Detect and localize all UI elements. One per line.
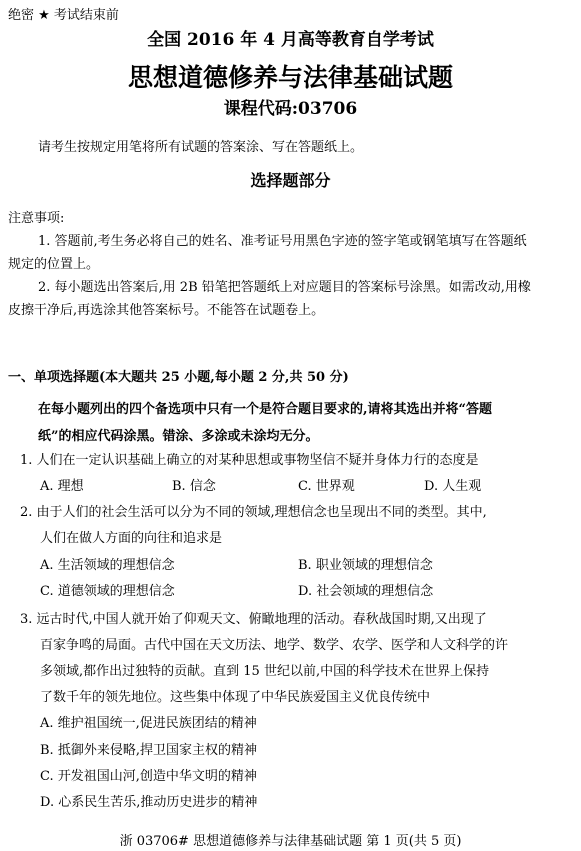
question-3-line3: 多领域,都作出过独特的贡献。直到 15 世纪以前,中国的科学技术在世界上保持 (40, 664, 490, 679)
note-item-2-line1: 2. 每小题选出答案后,用 2B 铅笔把答题纸上对应题目的答案标号涂黑。如需改动,用橡 (38, 280, 531, 295)
question-3-line1: 3. 远古时代,中国人就开始了仰观天文、俯瞰地理的活动。春秋战国时期,又出现了 (20, 612, 487, 627)
question-2-line2: 人们在做人方面的向往和追求是 (40, 531, 223, 546)
question-3-option-c: C. 开发祖国山河,创造中华文明的精神 (40, 769, 257, 784)
question-1-option-d: D. 人生观 (424, 479, 482, 494)
note-item-1-line2: 规定的位置上。 (8, 257, 100, 272)
question-3-option-a: A. 维护祖国统一,促进民族团结的精神 (40, 716, 257, 731)
question-1-option-a: A. 理想 (40, 479, 84, 494)
question-2-line1: 2. 由于人们的社会生活可以分为不同的领域,理想信念也呈现出不同的类型。其中, (20, 505, 487, 520)
confidential-label: 绝密 ★ 考试结束前 (8, 8, 119, 23)
question-3-option-d: D. 心系民生苦乐,推动历史进步的精神 (40, 795, 258, 810)
question-2-option-c: C. 道德领域的理想信念 (40, 584, 175, 599)
part1-heading: 一、单项选择题(本大题共 25 小题,每小题 2 分,共 50 分) (8, 370, 349, 385)
part1-desc-line2: 纸”的相应代码涂黑。错涂、多涂或未涂均无分。 (38, 429, 319, 444)
question-3-line4: 了数千年的领先地位。这些集中体现了中华民族爱国主义优良传统中 (40, 690, 431, 705)
question-2-option-d: D. 社会领域的理想信念 (298, 584, 434, 599)
notes-title: 注意事项: (8, 211, 65, 226)
note-item-2-line2: 皮擦干净后,再选涂其他答案标号。不能答在试题卷上。 (8, 303, 325, 318)
question-1-option-c: C. 世界观 (298, 479, 355, 494)
question-3-option-b: B. 抵御外来侵略,捍卫国家主权的精神 (40, 743, 257, 758)
section-heading: 选择题部分 (250, 171, 331, 190)
exam-line: 全国 2016 年 4 月高等教育自学考试 (147, 30, 434, 50)
part1-desc-line1: 在每小题列出的四个备选项中只有一个是符合题目要求的,请将其选出并将“答题 (38, 402, 493, 417)
question-2-option-b: B. 职业领域的理想信念 (298, 558, 433, 573)
question-1-text: 1. 人们在一定认识基础上确立的对某种思想或事物坚信不疑并身体力行的态度是 (20, 453, 479, 468)
instruction-text: 请考生按规定用笔将所有试题的答案涂、写在答题纸上。 (38, 140, 364, 155)
question-2-option-a: A. 生活领域的理想信念 (40, 558, 175, 573)
course-code: 课程代码:03706 (223, 99, 358, 119)
page-footer: 浙 03706# 思想道德修养与法律基础试题 第 1 页(共 5 页) (119, 834, 462, 849)
note-item-1-line1: 1. 答题前,考生务必将自己的姓名、准考证号用黑色字迹的签字笔或钢笔填写在答题纸 (38, 234, 527, 249)
question-3-line2: 百家争鸣的局面。古代中国在天文历法、地学、数学、农学、医学和人文科学的许 (40, 638, 509, 653)
page-title: 思想道德修养与法律基础试题 (127, 63, 453, 92)
question-1-option-b: B. 信念 (172, 479, 216, 494)
